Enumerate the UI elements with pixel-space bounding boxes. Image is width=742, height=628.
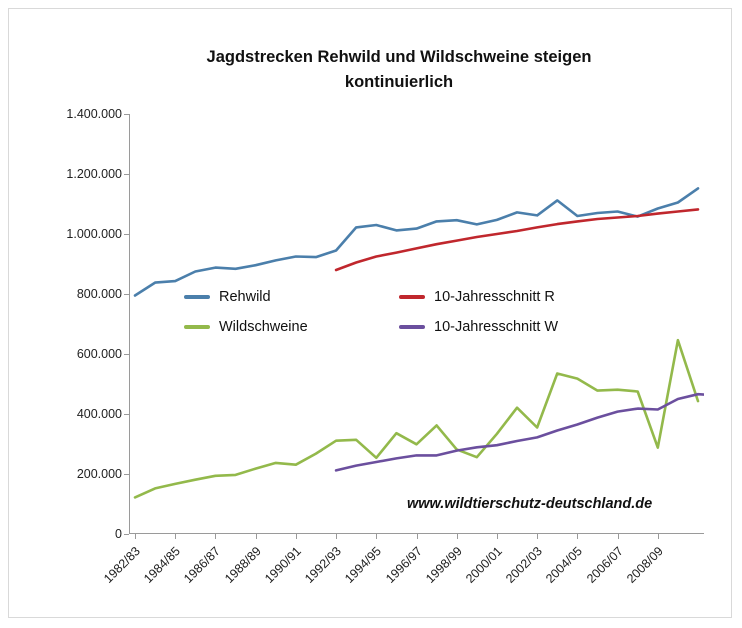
x-tick-mark <box>577 534 578 539</box>
x-tick-label: 2004/05 <box>543 544 586 586</box>
y-tick-label: 0 <box>115 527 122 541</box>
x-tick-label: 2002/03 <box>503 544 546 586</box>
legend-label: 10-Jahresschnitt W <box>434 319 559 335</box>
chart-container <box>8 8 732 618</box>
x-tick-label: 1986/87 <box>181 544 224 586</box>
x-tick-label: 1998/99 <box>422 544 465 586</box>
y-tick-label: 1.000.000 <box>66 227 122 241</box>
watermark-text: www.wildtierschutz-deutschland.de <box>407 496 653 512</box>
legend-label: Rehwild <box>219 289 271 305</box>
chart-title-line-1: Jagdstrecken Rehwild und Wildschweine steigen <box>206 48 592 66</box>
y-tick-label: 200.000 <box>76 467 122 481</box>
x-tick-label: 1994/95 <box>342 544 385 586</box>
x-tick-label: 1982/83 <box>101 544 143 586</box>
x-tick-label: 1992/93 <box>302 544 344 586</box>
legend-color-swatch <box>184 295 210 299</box>
x-tick-label: 1990/91 <box>261 544 304 586</box>
x-tick-label: 2000/01 <box>462 544 505 586</box>
x-tick-mark <box>256 534 257 539</box>
x-tick-mark <box>296 534 297 539</box>
legend-color-swatch <box>184 325 210 329</box>
legend-item <box>184 289 271 305</box>
legend-label: 10-Jahresschnitt R <box>434 289 555 305</box>
x-tick-mark <box>336 534 337 539</box>
series-line <box>135 340 698 497</box>
x-tick-label: 1984/85 <box>141 544 184 586</box>
series-line <box>135 188 698 295</box>
chart-title-line-2: kontinuierlich <box>344 72 454 91</box>
y-tick-mark <box>124 534 129 535</box>
x-tick-mark <box>658 534 659 539</box>
x-tick-mark <box>618 534 619 539</box>
chart-title <box>119 45 679 95</box>
y-tick-label: 400.000 <box>76 407 122 421</box>
x-tick-mark <box>457 534 458 539</box>
x-tick-label: 2006/07 <box>583 544 626 586</box>
y-tick-label: 1.200.000 <box>66 167 122 181</box>
legend-label: Wildschweine <box>219 319 308 335</box>
x-tick-mark <box>537 534 538 539</box>
x-tick-mark <box>376 534 377 539</box>
chart-legend <box>184 289 594 345</box>
x-tick-label: 1988/89 <box>221 544 264 586</box>
x-tick-mark <box>175 534 176 539</box>
series-line <box>336 209 698 270</box>
x-tick-mark <box>135 534 136 539</box>
legend-item <box>399 289 555 305</box>
y-tick-label: 600.000 <box>76 347 122 361</box>
x-tick-mark <box>215 534 216 539</box>
x-tick-mark <box>497 534 498 539</box>
legend-color-swatch <box>399 325 425 329</box>
x-tick-mark <box>417 534 418 539</box>
legend-item <box>184 319 308 335</box>
legend-item <box>399 319 558 335</box>
y-tick-label: 800.000 <box>76 287 122 301</box>
legend-color-swatch <box>399 295 425 299</box>
x-tick-label: 1996/97 <box>382 544 425 586</box>
y-tick-label: 1.400.000 <box>66 107 122 121</box>
series-line <box>336 394 704 470</box>
x-tick-label: 2008/09 <box>623 544 666 586</box>
